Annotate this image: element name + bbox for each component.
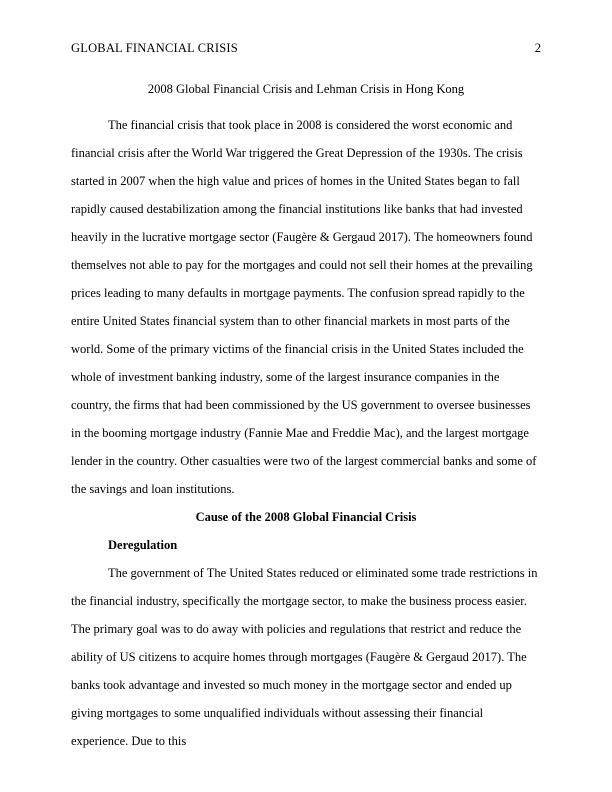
document-title: 2008 Global Financial Crisis and Lehman Crisis in Hong Kong (147, 82, 465, 96)
paragraph-intro: The financial crisis that took place in 2008 is considered the worst economic and financial crisis after the World War triggered the Great Depression of the 1930s. The crisis started in 2007 when the high value and prices of homes in the United States began to fall rapidly caused destabilization among the financial institutions like banks that had invested heavily in the lucrative mortgage sector (Faugère & Gergaud 2017). The homeowners found themselves not able to pay for the mortgages and could not sell their homes at the prevailing prices leading to many defaults in mortgage payments. The confusion spread rapidly to the entire United States financial system than to other financial markets in most parts of the world. Some of the primary victims of the financial crisis in the United States included the whole of investment banking industry, some of the largest insurance companies in the country, the firms that had been commissioned by the US government to oversee businesses in the booming mortgage industry (Fannie Mae and Freddie Mac), and the largest mortgage lender in the country. Other casualties were two of the largest commercial banks and some of the savings and loan institutions. (71, 118, 537, 496)
running-head: GLOBAL FINANCIAL CRISIS (71, 41, 238, 55)
section-heading: Cause of the 2008 Global Financial Crisis (195, 510, 417, 524)
subsection-heading-deregulation: Deregulation (108, 538, 178, 552)
page-number: 2 (534, 41, 541, 55)
paragraph-deregulation: The government of The United States reduced or eliminated some trade restrictions in the financial industry, specifically the mortgage sector, to make the business process easier. The primary goal was to do away with policies and regulations that restrict and reduce the ability of US citizens to acquire homes through mortgages (Faugère & Gergaud 2017). The banks took advantage and invested so much money in the mortgage sector and ended up giving mortgages to some unqualified individuals without assessing their financial experience. Due to this (71, 566, 538, 748)
page-header (71, 34, 541, 62)
